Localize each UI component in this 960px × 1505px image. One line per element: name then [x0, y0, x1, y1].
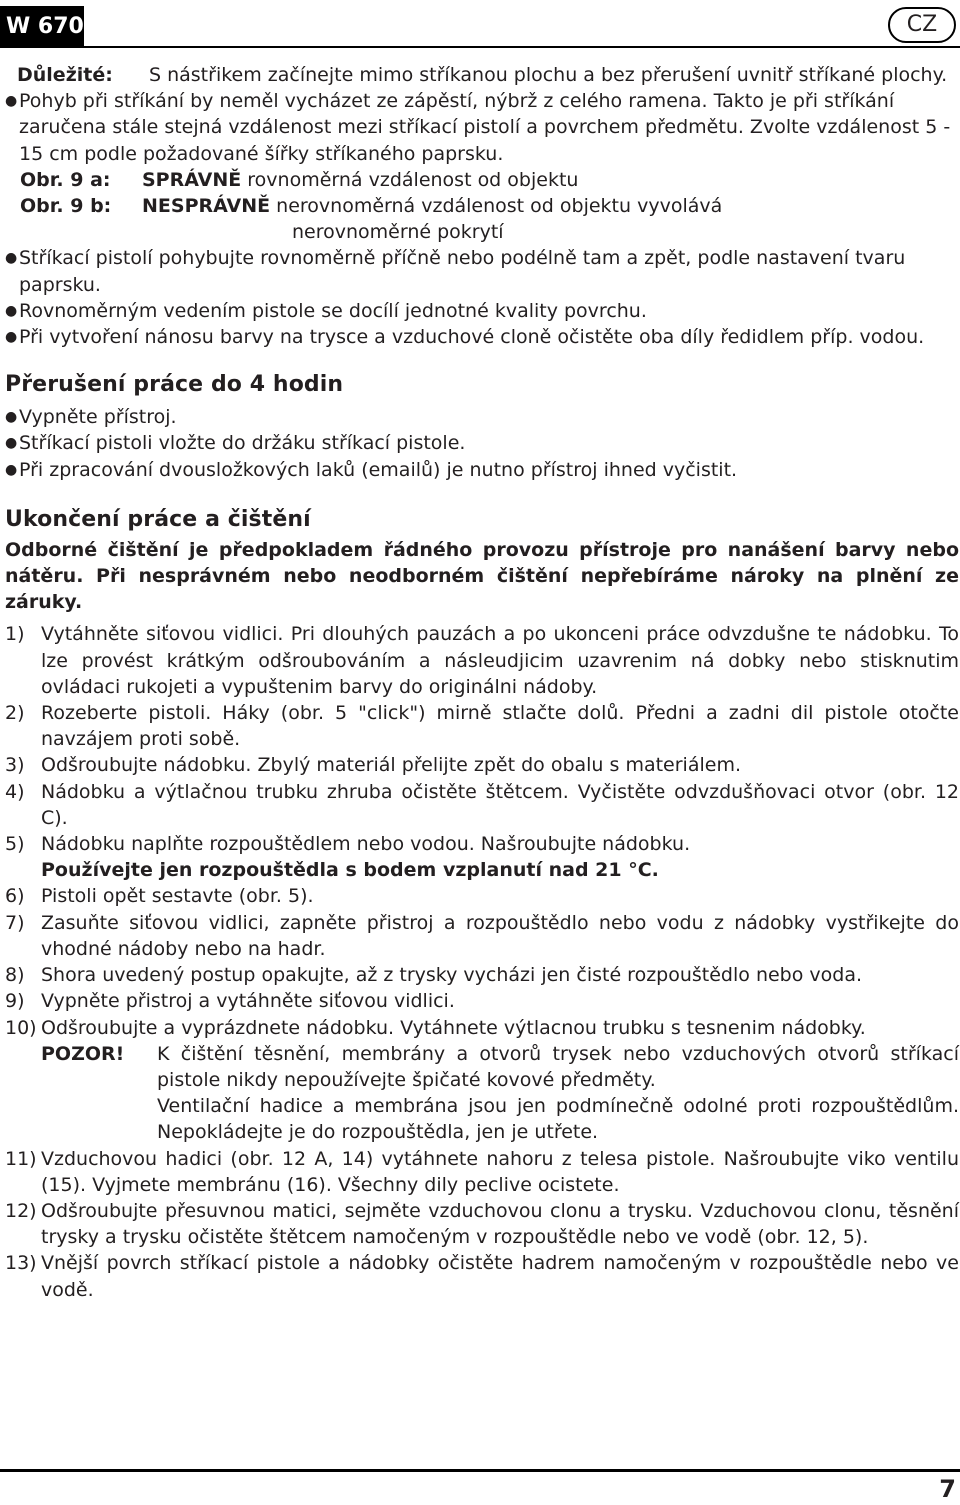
warning-block [5, 1041, 959, 1146]
important-label: Důležité: [17, 64, 113, 86]
warning-text-1: K čištění těsnění, membrány a otvorů trysek nebo vzduchových otvorů stříkací pistole nikdy nepoužívejte špičaté kovové předměty. [157, 1042, 959, 1091]
cleaning-intro: Odborné čištění je předpokladem řádného provozu přístroje pro nanášení barvy nebo nátěru. Při nesprávném nebo neodborném čištění nepřebíráme nároky na plnění ze záruky. [5, 538, 959, 614]
step-item [5, 1250, 959, 1302]
step-item [5, 883, 959, 909]
step-item [5, 1198, 959, 1250]
step-text: Odšroubujte nádobku. Zbylý materiál přelijte zpět do obalu s materiálem. [41, 754, 741, 777]
bullet-icon: ● [5, 461, 18, 478]
bullet-icon: ● [5, 329, 18, 346]
page-content [5, 62, 959, 1303]
step-item [5, 831, 959, 883]
bullet-text: Rovnoměrným vedením pistole se docílí jednotné kvality povrchu. [19, 299, 647, 322]
step-item [5, 779, 959, 831]
step-item [5, 988, 959, 1014]
language-badge: CZ [888, 7, 956, 43]
step-item [5, 1015, 959, 1041]
step-item [5, 752, 959, 778]
step-text: Vzduchovou hadici (obr. 12 A, 14) vytáhnete nahoru z telesa pistole. Našroubujte viko ventilu (15). Vyjmete membránu (16). Všechny dily peclive ocistete. [41, 1147, 959, 1196]
list-item [5, 245, 959, 297]
incorrect-label: NESPRÁVNĚ [142, 195, 271, 218]
list-item [5, 404, 959, 430]
step-item [5, 1146, 959, 1198]
step-text: Zasuňte siťovou vidlici, zapněte přistroj a rozpouštědlo nebo vodu z nádobky vystřikejte do vhodné nádoby nebo na hadr. [41, 911, 959, 960]
bullet-icon: ● [5, 409, 18, 426]
solvent-warning: Používejte jen rozpouštědla s bodem vzplanutí nad 21 °C. [41, 859, 659, 882]
step-text: Vytáhněte siťovou vidlici. Pri dlouhých pauzách a po ukonceni práce odvzdušne te nádobku. To lze provést krátkým odšroubováním a násleudjicim uzavrenim ná dobky nebo stisknutim ovládaci rukojeti a vypuštenim barvy do originálni nádoby. [41, 623, 959, 698]
step-text: Nádobku naplňte rozpouštědlem nebo vodou. Našroubujte nádobku. [41, 833, 691, 856]
bullet-text: Stříkací pistoli vložte do držáku stříkací pistole. [19, 432, 466, 455]
bullet-icon: ● [5, 435, 18, 452]
figure-9b-caption [5, 193, 959, 219]
bullet-icon: ● [5, 93, 18, 110]
list-item [5, 298, 959, 324]
step-number: 5) [5, 833, 25, 856]
step-text: Nádobku a výtlačnou trubku zhruba očistěte štětcem. Vyčistěte odvzdušňovaci otvor (obr. 12 C). [41, 780, 959, 829]
step-number: 7) [5, 911, 25, 934]
figure-9b-text: nerovnoměrná vzdálenost od objektu vyvolává [270, 195, 723, 218]
section-heading-cleaning: Ukončení práce a čištění [5, 506, 311, 532]
warning-body [157, 1041, 959, 1146]
step-number: 9) [5, 990, 25, 1013]
step-body [41, 831, 959, 883]
figure-9b-label: Obr. 9 b: [20, 195, 112, 218]
list-item [5, 457, 959, 483]
page-number: 7 [939, 1475, 956, 1503]
header-rule [84, 46, 960, 48]
bullet-text: Při vytvoření nánosu barvy na trysce a vzduchové cloně očistěte oba díly ředidlem příp. vodou. [19, 326, 925, 349]
step-text: Odšroubujte přesuvnou matici, sejměte vzduchovou clonu a trysku. Vzduchovou clonu, těsnění trysky a trysku očistěte štětcem namočeným v rozpouštědle nebo ve vodě (obr. 12, 5). [41, 1199, 959, 1249]
step-number: 6) [5, 885, 25, 908]
step-number: 3) [5, 754, 25, 777]
list-item [5, 88, 959, 167]
step-number: 4) [5, 780, 25, 803]
step-text: Shora uvedený postup opakujte, až z trysky vycházi jen čisté rozpouštědlo nebo voda. [41, 964, 863, 987]
step-number: 1) [5, 623, 25, 646]
step-item [5, 962, 959, 988]
warning-label: POZOR! [41, 1042, 125, 1065]
figure-9a-caption [5, 167, 959, 193]
important-text: S nástřikem začínejte mimo stříkanou plochu a bez přerušení uvnitř stříkané plochy. [149, 64, 948, 86]
bullet-text: Pohyb při stříkání by neměl vycházet ze zápěstí, nýbrž z celého ramena. Takto je při stříkání zaručena stále stejná vzdálenost mezi stříkací pistolí a povrchem předmětu. Zvolte vzdálenost 5 - 15 cm podle požadované šířky stříkaného paprsku. [19, 90, 951, 165]
step-text: Pistoli opět sestavte (obr. 5). [41, 885, 314, 908]
step-number: 12) [5, 1199, 37, 1222]
step-text: Vnější povrch stříkací pistole a nádobky očistěte hadrem namočeným v rozpouštědle nebo ve vodě. [41, 1252, 959, 1301]
step-number: 10) [5, 1016, 37, 1039]
bullet-icon: ● [5, 250, 18, 267]
footer-rule [0, 1469, 960, 1472]
bullet-text: Při zpracování dvousložkových laků (emailů) je nutno přístroj ihned vyčistit. [19, 458, 738, 481]
step-text: Vypněte přistroj a vytáhněte siťovou vidlici. [41, 990, 455, 1013]
important-note [5, 62, 959, 88]
figure-9b-text-continued: nerovnoměrné pokrytí [292, 221, 504, 244]
step-item [5, 621, 959, 700]
bullet-text: Stříkací pistolí pohybujte rovnoměrně příčně nebo podélně tam a zpět, podle nastavení tvaru paprsku. [19, 247, 906, 296]
section-heading-interruption: Přerušení práce do 4 hodin [5, 372, 344, 398]
step-number: 13) [5, 1252, 37, 1275]
list-item [5, 430, 959, 456]
step-number: 2) [5, 702, 25, 725]
step-number: 11) [5, 1147, 37, 1170]
warning-text-2: Ventilační hadice a membrána jsou jen podmínečně odolné proti rozpouštědlům. Nepokládejte je do rozpouštědla, jen je utřete. [157, 1095, 959, 1144]
step-item [5, 700, 959, 752]
model-label: W 670 [0, 6, 84, 48]
step-item [5, 910, 959, 962]
figure-9a-text: rovnoměrná vzdálenost od objektu [241, 168, 579, 191]
list-item [5, 324, 959, 350]
figure-9a-label: Obr. 9 a: [20, 168, 111, 191]
step-number: 8) [5, 964, 25, 987]
bullet-icon: ● [5, 302, 18, 319]
bullet-text: Vypněte přístroj. [19, 406, 177, 429]
correct-label: SPRÁVNĚ [142, 168, 242, 191]
step-text: Odšroubujte a vyprázdnete nádobku. Vytáhnete výtlacnou trubku s tesnenim nádobky. [41, 1016, 866, 1039]
step-text: Rozeberte pistoli. Háky (obr. 5 "click") mirně stlačte dolů. Předni a zadni dil pistole otočte navzájem proti sobě. [41, 702, 959, 751]
